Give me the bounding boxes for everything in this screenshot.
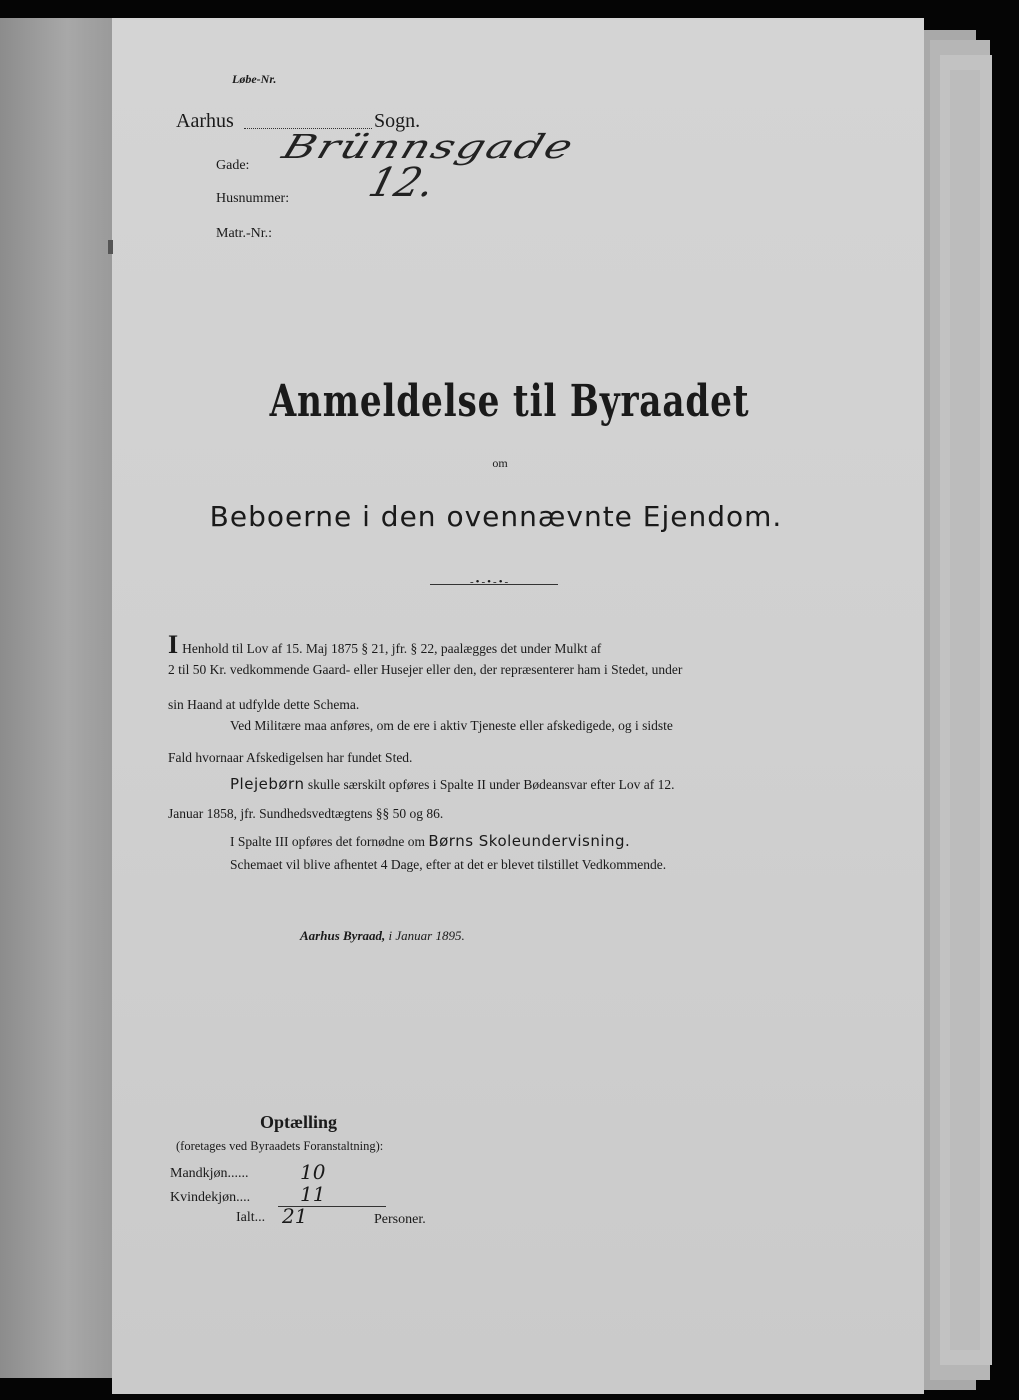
- om-label: om: [492, 456, 508, 470]
- paragraph-line: [230, 775, 885, 793]
- paragraph-line: [230, 832, 885, 850]
- ialt-value: 21: [282, 1204, 308, 1228]
- sogn-label: Sogn.: [374, 110, 421, 132]
- kvindekjon-value: 11: [300, 1182, 326, 1206]
- paragraph-line: Schemaet vil blive afhentet 4 Dage, efter at det er blevet tilstillet Vedkommende.: [230, 857, 667, 872]
- signature-date: i Januar 1895.: [388, 928, 465, 943]
- paragraph-line: [168, 630, 823, 660]
- husnummer-label: Husnummer:: [216, 191, 290, 206]
- page-stack-edge: [950, 70, 980, 1350]
- paragraph-text: Henhold til Lov af 15. Maj 1875 § 21, jfr. § 22, paalægges det under Mulkt af: [182, 641, 602, 656]
- paragraph-line: Januar 1858, jfr. Sundhedsvedtægtens §§ 50 og 86.: [168, 806, 444, 821]
- ialt-label: Ialt...: [236, 1210, 266, 1225]
- left-page-edge: [0, 18, 112, 1378]
- paragraph-text: I Spalte III opføres det fornødne om: [230, 834, 425, 849]
- paragraph-line: sin Haand at udfylde dette Schema.: [168, 697, 360, 712]
- paragraph-line: Fald hvornaar Afskedigelsen har fundet Sted.: [168, 750, 413, 765]
- lobe-nr-label: Løbe-Nr.: [232, 72, 277, 86]
- paragraph-line: 2 til 50 Kr. vedkommende Gaard- eller Husejer eller den, der repræsenterer ham i Stedet, under: [168, 662, 683, 677]
- drop-cap: I: [168, 630, 179, 659]
- signature: [300, 928, 465, 944]
- ornament-dots: -•-•-•-: [470, 576, 511, 588]
- husnummer-handwritten-value: 12.: [363, 160, 440, 206]
- count-title: Optælling: [260, 1112, 338, 1132]
- personer-label: Personer.: [374, 1212, 426, 1227]
- paragraph-text: skulle særskilt opføres i Spalte II under Bødeansvar efter Lov af 12.: [307, 777, 675, 792]
- matr-nr-label: Matr.-Nr.:: [216, 226, 272, 241]
- skoleundervisning-emphasis: Børns Skoleundervisning.: [428, 832, 631, 850]
- document-title: Anmeldelse til Byraadet: [269, 376, 750, 427]
- binding-mark: [108, 240, 113, 254]
- mandkjon-label: Mandkjøn......: [170, 1166, 249, 1181]
- gade-handwritten-value: Brünnsgade: [277, 128, 580, 167]
- count-subtitle: (foretages ved Byraadets Foranstaltning):: [176, 1139, 384, 1153]
- signature-name: Aarhus Byraad,: [300, 928, 386, 943]
- paragraph-line: Ved Militære maa anføres, om de ere i aktiv Tjeneste eller afskedigede, og i sidste: [230, 718, 673, 733]
- kvindekjon-label: Kvindekjøn....: [170, 1190, 251, 1205]
- gade-label: Gade:: [216, 158, 250, 173]
- document-subtitle: Beboerne i den ovennævnte Ejendom.: [209, 500, 783, 533]
- plejeborn-emphasis: Plejebørn: [230, 775, 305, 793]
- aarhus-label: Aarhus: [176, 110, 234, 132]
- mandkjon-value: 10: [300, 1160, 326, 1184]
